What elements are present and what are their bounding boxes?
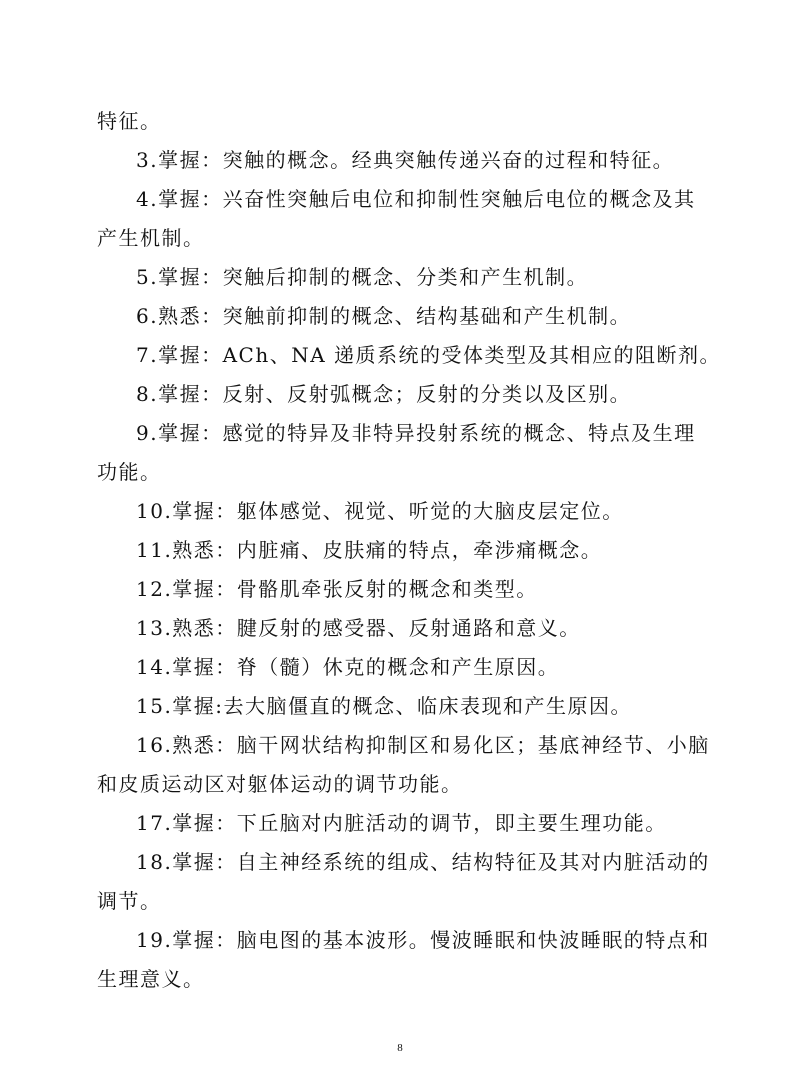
list-item: 17.掌握：下丘脑对内脏活动的调节，即主要生理功能。 [136,811,667,835]
list-item: 4.掌握：兴奋性突触后电位和抑制性突触后电位的概念及其 [136,187,696,211]
text-line: 生理意义。 [97,967,205,991]
list-item: 15.掌握:去大脑僵直的概念、临床表现和产生原因。 [136,694,633,718]
list-item: 14.掌握：脊（髓）休克的概念和产生原因。 [136,655,560,679]
page-number: 8 [397,1042,403,1054]
list-item: 10.掌握：躯体感觉、视觉、听觉的大脑皮层定位。 [136,499,624,523]
list-item: 6.熟悉：突触前抑制的概念、结构基础和产生机制。 [136,304,632,328]
list-item: 12.掌握：骨骼肌牵张反射的概念和类型。 [136,577,538,601]
list-item: 19.掌握：脑电图的基本波形。慢波睡眠和快波睡眠的特点和 [136,928,710,952]
text-line: 产生机制。 [97,226,205,250]
list-item: 5.掌握：突触后抑制的概念、分类和产生机制。 [136,265,589,289]
list-item: 11.熟悉：内脏痛、皮肤痛的特点，牵涉痛概念。 [136,538,603,562]
text-line: 和皮质运动区对躯体运动的调节功能。 [97,772,463,796]
list-item: 18.掌握：自主神经系统的组成、结构特征及其对内脏活动的 [136,850,710,874]
list-item: 7.掌握：ACh、NA 递质系统的受体类型及其相应的阻断剂。 [136,343,722,367]
list-item: 13.熟悉：腱反射的感受器、反射通路和意义。 [136,616,581,640]
text-line: 功能。 [97,460,162,484]
text-line: 调节。 [97,889,162,913]
text-line: 特征。 [97,109,162,133]
list-item: 9.掌握：感觉的特异及非特异投射系统的概念、特点及生理 [136,421,696,445]
list-item: 16.熟悉：脑干网状结构抑制区和易化区；基底神经节、小脑 [136,733,710,757]
list-item: 3.掌握：突触的概念。经典突触传递兴奋的过程和特征。 [136,148,675,172]
list-item: 8.掌握：反射、反射弧概念；反射的分类以及区别。 [136,382,632,406]
